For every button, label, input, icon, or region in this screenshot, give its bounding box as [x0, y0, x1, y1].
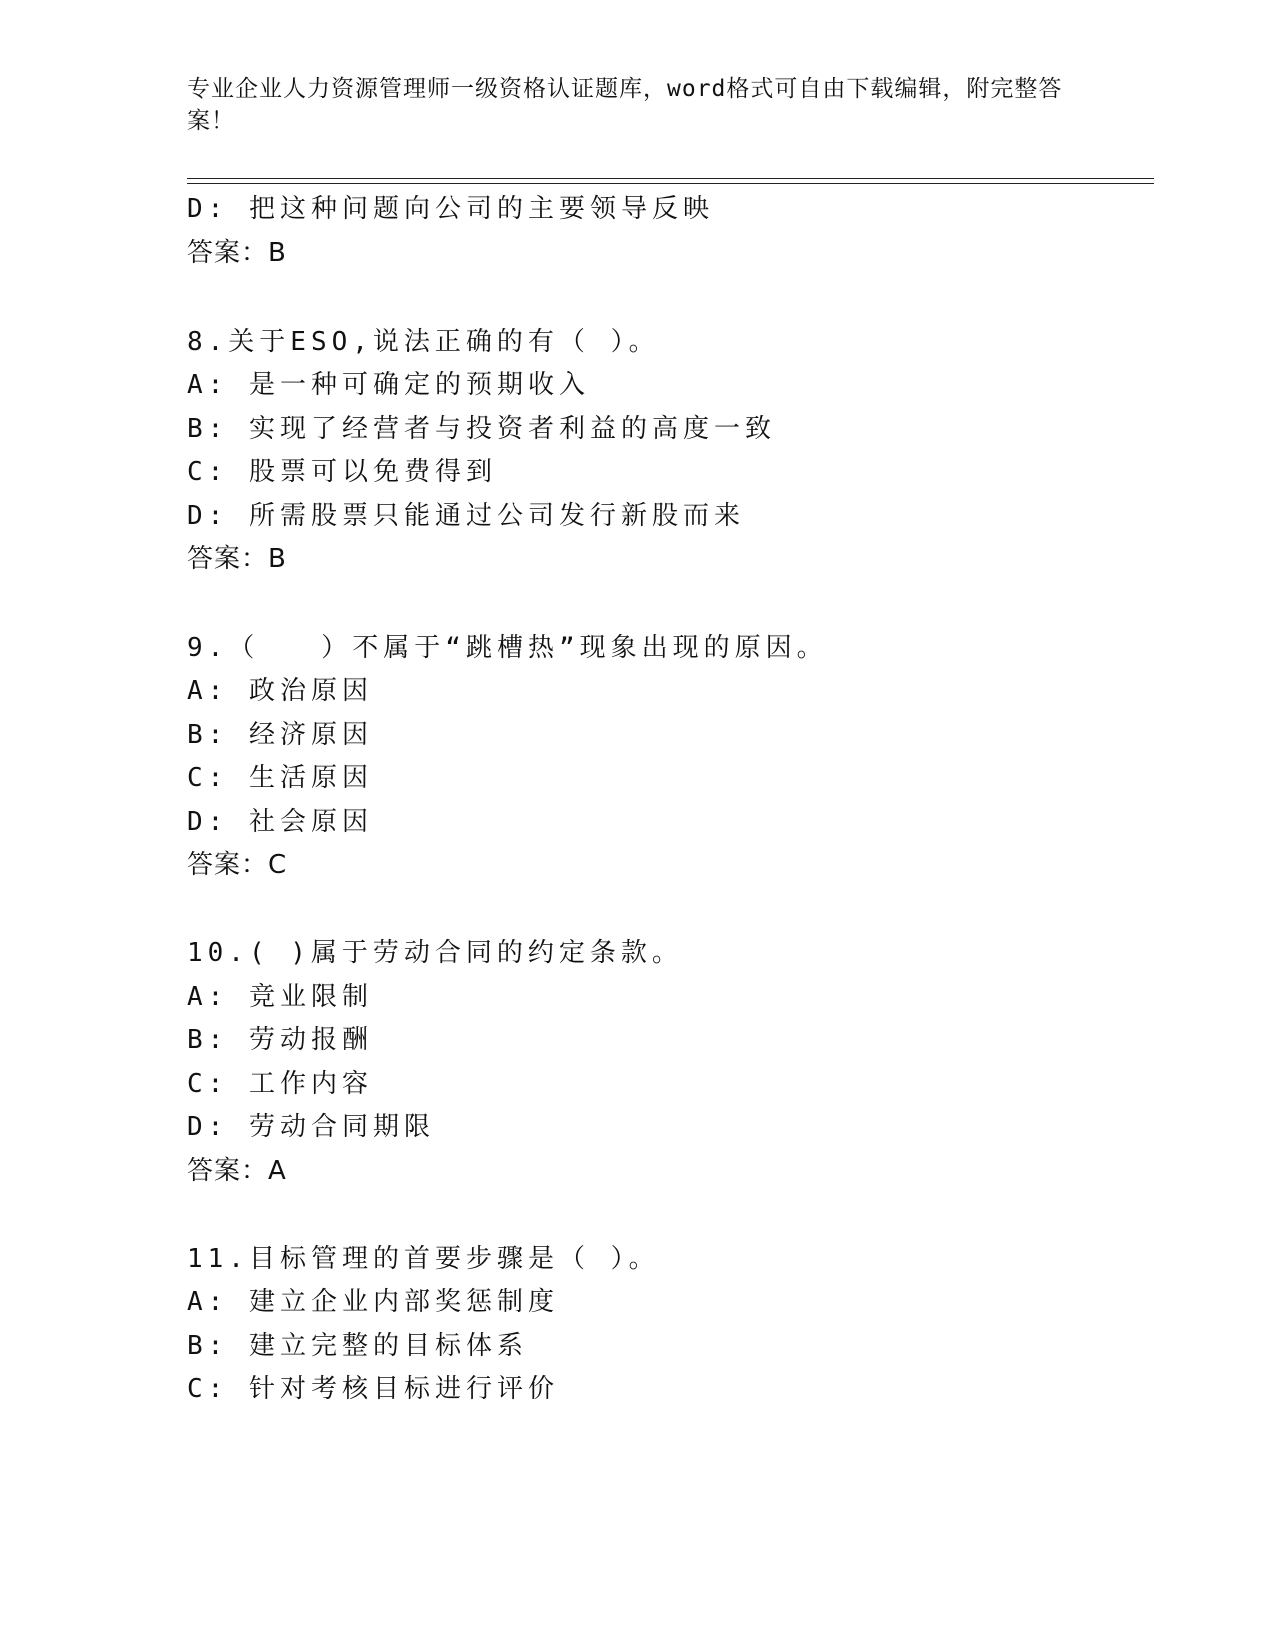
q10-option-b: B: 劳动报酬	[187, 1025, 373, 1055]
q10-question: 10.( )属于劳动合同的约定条款。	[187, 938, 683, 968]
q7-answer: 答案：B	[187, 238, 287, 268]
q7-option-d: D: 把这种问题向公司的主要领导反映	[187, 194, 714, 224]
q9-option-a: A: 政治原因	[187, 676, 373, 706]
q11-option-a: A: 建立企业内部奖惩制度	[187, 1287, 559, 1317]
q11-option-b: B: 建立完整的目标体系	[187, 1331, 528, 1361]
q8-option-c: C: 股票可以免费得到	[187, 457, 497, 487]
q8-option-d: D: 所需股票只能通过公司发行新股而来	[187, 501, 745, 531]
q10-option-a: A: 竞业限制	[187, 982, 373, 1012]
header-divider-second	[187, 183, 1154, 184]
q8-option-b: B: 实现了经营者与投资者利益的高度一致	[187, 414, 776, 444]
q9-answer: 答案：C	[187, 850, 288, 880]
q8-answer: 答案：B	[187, 544, 287, 574]
q10-option-d: D: 劳动合同期限	[187, 1112, 435, 1142]
q11-option-c: C: 针对考核目标进行评价	[187, 1374, 559, 1404]
q11-question: 11.目标管理的首要步骤是（ ）。	[187, 1244, 660, 1274]
q9-option-c: C: 生活原因	[187, 763, 373, 793]
q9-question: 9.（ ）不属于“跳槽热”现象出现的原因。	[187, 633, 828, 663]
page-header: 专业企业人力资源管理师一级资格认证题库，word格式可自由下载编辑，附完整答案！	[187, 76, 1063, 134]
q10-answer: 答案：A	[187, 1156, 287, 1186]
q9-option-d: D: 社会原因	[187, 807, 373, 837]
header-divider	[187, 178, 1154, 179]
q8-question: 8.关于ESO,说法正确的有（ ）。	[187, 327, 660, 357]
q8-option-a: A: 是一种可确定的预期收入	[187, 370, 590, 400]
q10-option-c: C: 工作内容	[187, 1069, 373, 1099]
q9-option-b: B: 经济原因	[187, 720, 373, 750]
